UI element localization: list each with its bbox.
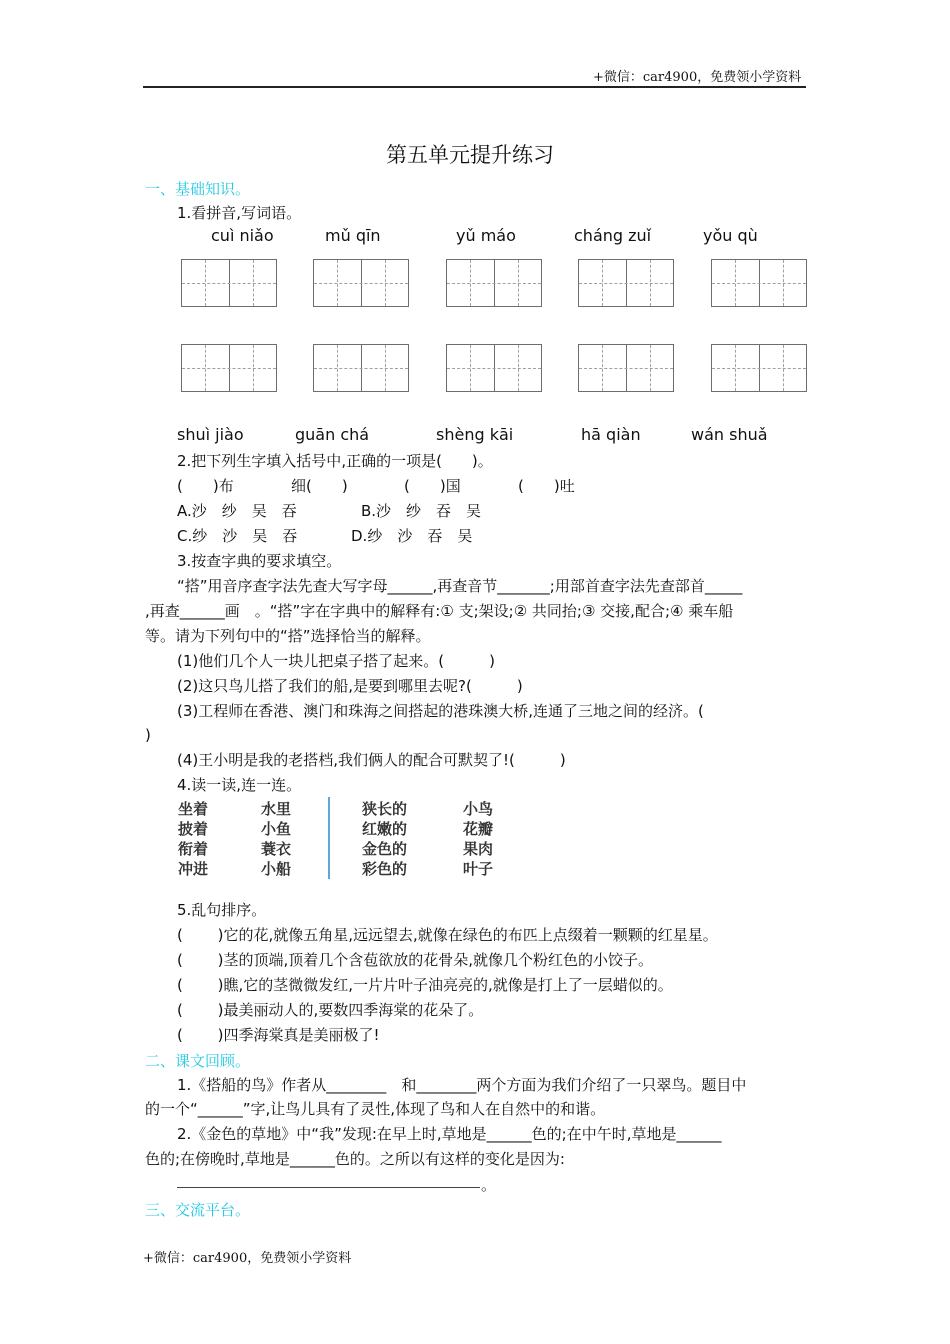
match-col1-item[interactable]: 冲进 xyxy=(178,860,209,878)
q2-blank-1: ( )布 xyxy=(177,477,234,495)
q3-sentence-1: (1)他们几个人一块儿把桌子搭了起来。( ) xyxy=(177,652,495,670)
writing-grid[interactable] xyxy=(181,344,277,392)
q2-option-a[interactable]: A.沙 纱 吴 吞 xyxy=(177,502,297,520)
match-col1-item[interactable]: 衔着 xyxy=(178,840,209,858)
section-heading-review: 二、课文回顾。 xyxy=(145,1052,251,1070)
q2-option-d[interactable]: D.纱 沙 吞 吴 xyxy=(351,527,473,545)
q5-prompt: 5.乱句排序。 xyxy=(177,901,267,919)
match-col3-item[interactable]: 红嫩的 xyxy=(362,820,408,838)
q2-option-b[interactable]: B.沙 纱 吞 吴 xyxy=(361,502,482,520)
writing-grid[interactable] xyxy=(578,344,674,392)
pinyin-6: shuì jiào xyxy=(177,425,244,444)
match-col4-item[interactable]: 果肉 xyxy=(463,840,494,858)
q3-line-1: “搭”用音序查字法先查大写字母______,再查音节_______;用部首查字法先查部首_____ xyxy=(177,577,743,595)
q1-prompt: 1.看拼音,写词语。 xyxy=(177,204,302,222)
writing-grid[interactable] xyxy=(711,259,807,307)
match-col2-item[interactable]: 小船 xyxy=(261,860,292,878)
pinyin-9: hā qiàn xyxy=(581,425,641,444)
q5-item: ( )它的花,就像五角星,远远望去,就像在绿色的布匹上点缀着一颗颗的红星星。 xyxy=(177,926,718,944)
q4-prompt: 4.读一读,连一连。 xyxy=(177,776,302,794)
footer-text: +微信：car4900，免费领小学资料 xyxy=(143,1251,352,1266)
writing-grid[interactable] xyxy=(181,259,277,307)
writing-grid[interactable] xyxy=(313,259,409,307)
q3-line-3: 等。请为下列句中的“搭”选择恰当的解释。 xyxy=(145,627,431,645)
writing-grid[interactable] xyxy=(578,259,674,307)
q3-line-2: ,再查______画 。“搭”字在字典中的解释有:① 支;架设;② 共同抬;③ 交接,配合;④ 乘车船 xyxy=(145,602,734,620)
writing-grid[interactable] xyxy=(446,259,542,307)
match-col3-item[interactable]: 彩色的 xyxy=(362,860,408,878)
q2-blank-2: 细( ) xyxy=(291,477,348,495)
q3-sentence-3-end: ) xyxy=(145,726,151,744)
pinyin-5: yǒu qù xyxy=(703,226,758,245)
match-col1-item[interactable]: 坐着 xyxy=(178,800,209,818)
match-col2-item[interactable]: 小鱼 xyxy=(261,820,292,838)
match-col4-item[interactable]: 小鸟 xyxy=(463,800,494,818)
header-text: +微信：car4900，免费领小学资料 xyxy=(593,70,802,85)
pinyin-3: yǔ máo xyxy=(456,226,516,245)
match-col3-item[interactable]: 金色的 xyxy=(362,840,408,858)
match-col2-item[interactable]: 水里 xyxy=(261,800,292,818)
writing-grid[interactable] xyxy=(313,344,409,392)
q5-item: ( )瞧,它的茎微微发红,一片片叶子油亮亮的,就像是打上了一层蜡似的。 xyxy=(177,976,673,994)
writing-grid[interactable] xyxy=(446,344,542,392)
q3-sentence-4: (4)王小明是我的老搭档,我们俩人的配合可默契了!( ) xyxy=(177,751,566,769)
q2-blank-4: ( )吐 xyxy=(518,477,575,495)
header-rule xyxy=(143,86,806,88)
pinyin-4: cháng zuǐ xyxy=(574,226,652,245)
pinyin-7: guān chá xyxy=(295,425,370,444)
match-col4-item[interactable]: 叶子 xyxy=(463,860,494,878)
review-2-line-1: 2.《金色的草地》中“我”发现:在早上时,草地是______色的;在中午时,草地是______ xyxy=(177,1125,722,1143)
q5-item: ( )茎的顶端,顶着几个含苞欲放的花骨朵,就像几个粉红色的小饺子。 xyxy=(177,951,654,969)
writing-grid[interactable] xyxy=(711,344,807,392)
match-col1-item[interactable]: 披着 xyxy=(178,820,209,838)
answer-line-end: 。 xyxy=(481,1176,497,1194)
match-divider xyxy=(328,797,330,879)
page-title: 第五单元提升练习 xyxy=(386,143,554,167)
pinyin-8: shèng kāi xyxy=(436,425,514,444)
q2-option-c[interactable]: C.纱 沙 吴 吞 xyxy=(177,527,298,545)
section-heading-exchange: 三、交流平台。 xyxy=(145,1201,251,1219)
match-col3-item[interactable]: 狭长的 xyxy=(362,800,408,818)
match-col4-item[interactable]: 花瓣 xyxy=(463,820,494,838)
q3-prompt: 3.按查字典的要求填空。 xyxy=(177,552,342,570)
q3-sentence-2: (2)这只鸟儿搭了我们的船,是要到哪里去呢?( ) xyxy=(177,677,523,695)
review-1-line-1: 1.《搭船的鸟》作者从________ 和________两个方面为我们介绍了一只翠鸟。题目中 xyxy=(177,1076,747,1094)
pinyin-1: cuì niǎo xyxy=(211,226,274,245)
q2-blank-3: ( )国 xyxy=(404,477,461,495)
q3-sentence-3: (3)工程师在香港、澳门和珠海之间搭起的港珠澳大桥,连通了三地之间的经济。( xyxy=(177,702,704,720)
review-1-line-2: 的一个“______”字,让鸟儿具有了灵性,体现了鸟和人在自然中的和谐。 xyxy=(145,1100,606,1118)
q2-prompt: 2.把下列生字填入括号中,正确的一项是( )。 xyxy=(177,452,493,470)
q5-item: ( )四季海棠真是美丽极了! xyxy=(177,1026,380,1044)
match-col2-item[interactable]: 蓑衣 xyxy=(261,840,292,858)
pinyin-10: wán shuǎ xyxy=(691,425,768,444)
section-heading-basic: 一、基础知识。 xyxy=(145,180,251,198)
answer-line[interactable] xyxy=(177,1187,480,1188)
q5-item: ( )最美丽动人的,要数四季海棠的花朵了。 xyxy=(177,1001,484,1019)
review-2-line-2: 色的;在傍晚时,草地是______色的。之所以有这样的变化是因为: xyxy=(145,1150,565,1168)
pinyin-2: mǔ qīn xyxy=(325,226,381,245)
